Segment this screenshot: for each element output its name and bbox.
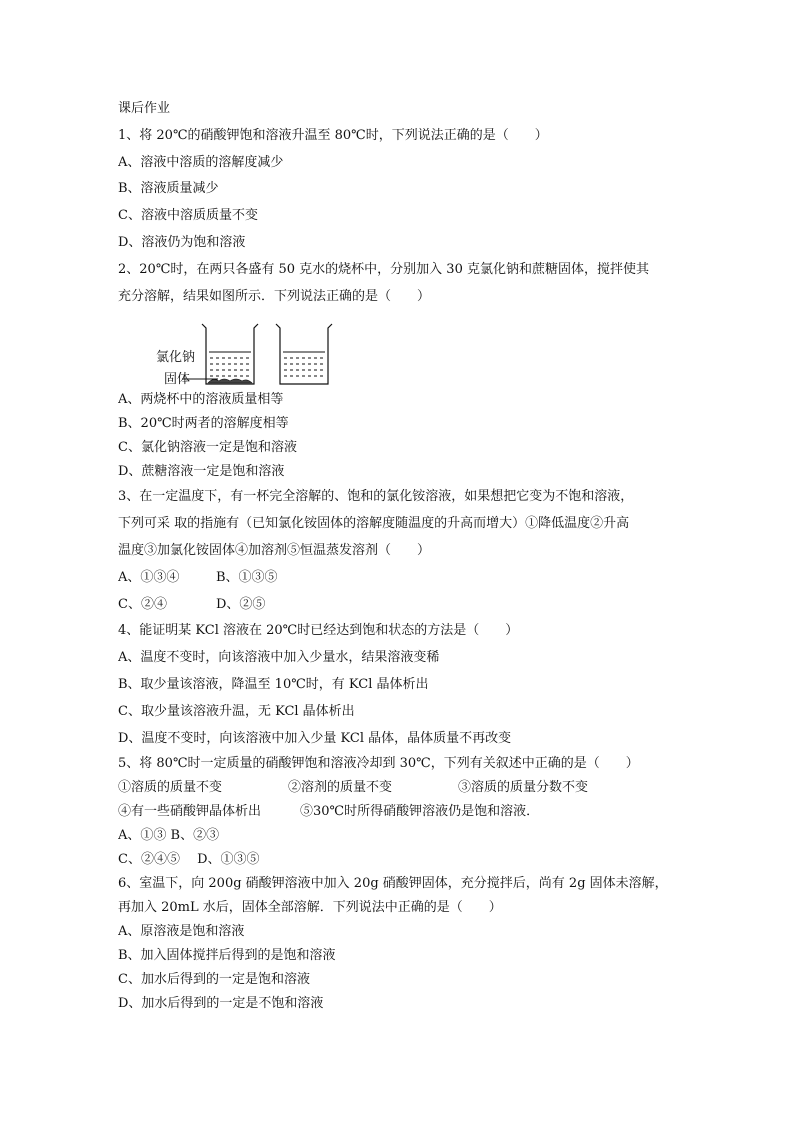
q3-stem-line1: 3、在一定温度下，有一杯完全溶解的、饱和的氯化铵溶液，如果想把它变为不饱和溶液，	[118, 489, 634, 505]
beaker-sucrose	[276, 324, 332, 384]
page-heading: 课后作业	[118, 101, 171, 116]
undissolved-solid	[208, 379, 252, 383]
q5-options-cd: C、②④⑤ D、①③⑤	[118, 852, 260, 868]
beakers-figure	[118, 322, 358, 388]
q5-statement-2: ②溶剂的质量不变	[288, 780, 393, 796]
q3-option-b: B、①③⑤	[216, 569, 278, 585]
q6-option-d: D、加水后得到的一定是不饱和溶液	[118, 996, 324, 1012]
q6-option-a: A、原溶液是饱和溶液	[118, 924, 245, 940]
q2-stem-line1: 2、20℃时，在两只各盛有 50 克水的烧杯中，分别加入 30 克氯化钠和蔗糖固体，搅拌使其	[118, 261, 649, 277]
q2-option-b: B、20℃时两者的溶解度相等	[118, 416, 289, 432]
q3-stem-line3: 温度③加氯化铵固体④加溶剂⑤恒温蒸发溶剂（ ）	[118, 542, 431, 558]
figure-label-solid: 固体	[164, 372, 191, 388]
beakers-drawing	[118, 322, 358, 388]
q3-options-row1	[118, 565, 698, 592]
q1-option-c: C、溶液中溶质质量不变	[118, 208, 258, 224]
q6-stem-line1: 6、室温下，向 200g 硝酸钾溶液中加入 20g 硝酸钾固体，充分搅拌后，尚有 2g 固体未溶解，	[118, 876, 668, 892]
q5-stem: 5、将 80℃时一定质量的硝酸钾饱和溶液冷却到 30℃，下列有关叙述中正确的是（ ）	[118, 756, 639, 772]
q5-statement-3: ③溶质的质量分数不变	[458, 780, 589, 796]
q3-option-a: A、①③④	[118, 569, 180, 585]
q5-options-ab: A、①③ B、②③	[118, 828, 220, 844]
q3-option-c: C、②④	[118, 596, 167, 612]
q5-statement-5: ⑤30℃时所得硝酸钾溶液仍是饱和溶液．	[300, 804, 540, 820]
q6-option-b: B、加入固体搅拌后得到的是饱和溶液	[118, 948, 336, 964]
q2-option-d: D、蔗糖溶液一定是饱和溶液	[118, 464, 285, 480]
q3-stem-line2: 下列可采 取的指施有（已知氯化铵固体的溶解度随温度的升高而增大）①降低温度②升高	[118, 516, 630, 532]
q2-option-a: A、两烧杯中的溶液质量相等	[118, 392, 284, 408]
q5-statements-row2	[118, 800, 698, 824]
q1-option-b: B、溶液质量减少	[118, 181, 219, 197]
q2-option-c: C、氯化钠溶液一定是饱和溶液	[118, 440, 297, 456]
beaker-sodium-chloride	[202, 324, 258, 384]
q5-statement-4: ④有一些硝酸钾晶体析出	[118, 804, 262, 820]
q5-statement-1: ①溶质的质量不变	[118, 780, 223, 796]
q4-option-b: B、取少量该溶液，降温至 10℃时，有 KCl 晶体析出	[118, 676, 429, 692]
q6-option-c: C、加水后得到的一定是饱和溶液	[118, 972, 310, 988]
q4-option-c: C、取少量该溶液升温，无 KCl 晶体析出	[118, 703, 355, 719]
q1-option-a: A、溶液中溶质的溶解度减少	[118, 154, 284, 170]
q4-option-d: D、温度不变时，向该溶液中加入少量 KCl 晶体，晶体质量不再改变	[118, 730, 512, 746]
q3-options-row2	[118, 592, 698, 619]
q2-stem-line2: 充分溶解，结果如图所示．下列说法正确的是（ ）	[118, 288, 431, 304]
q1-option-d: D、溶液仍为饱和溶液	[118, 234, 246, 250]
q4-option-a: A、温度不变时，向该溶液中加入少量水，结果溶液变稀	[118, 650, 440, 666]
q4-stem: 4、能证明某 KCl 溶液在 20℃时已经达到饱和状态的方法是（ ）	[118, 623, 519, 639]
figure-label-nacl: 氯化钠	[156, 350, 196, 366]
q6-stem-line2: 再加入 20mL 水后，固体全部溶解．下列说法中正确的是（ ）	[118, 900, 502, 916]
q5-statements-row1	[118, 776, 698, 800]
q1-stem: 1、将 20℃的硝酸钾饱和溶液升温至 80℃时，下列说法正确的是（ ）	[118, 127, 548, 143]
worksheet	[118, 96, 698, 1016]
q3-option-d: D、②⑤	[216, 596, 266, 612]
